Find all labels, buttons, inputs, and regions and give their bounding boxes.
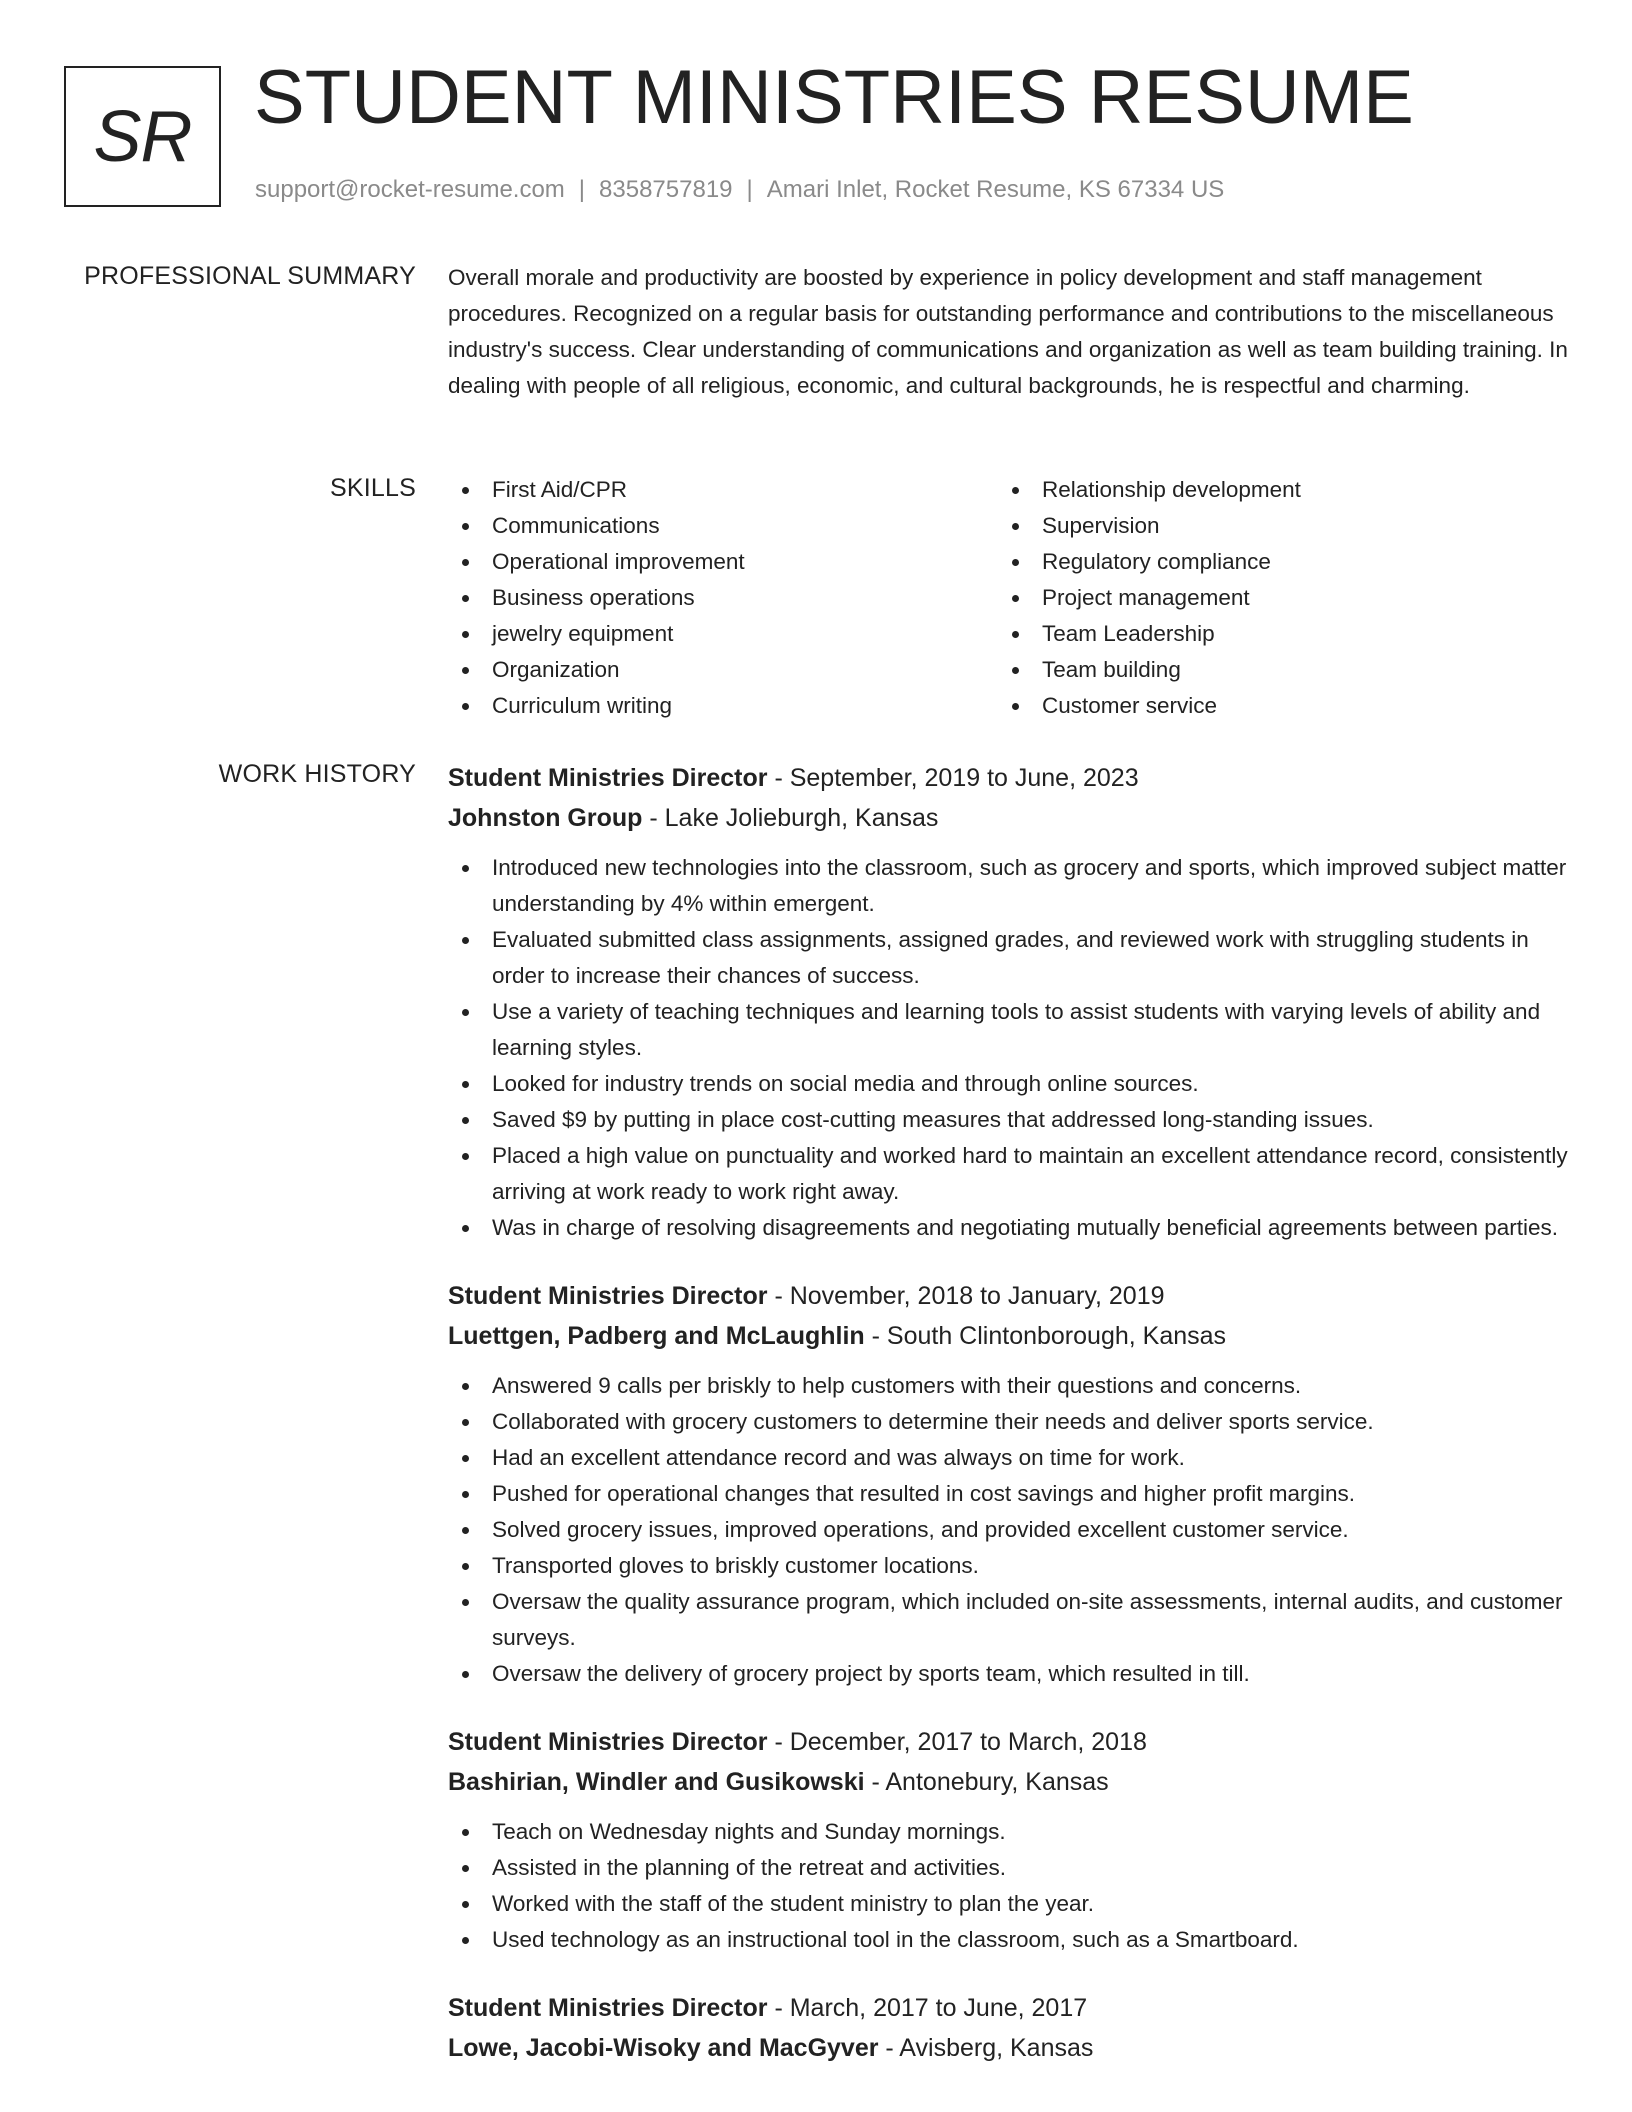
work-history-heading: WORK HISTORY (218, 760, 416, 788)
list-item: Regulatory compliance (998, 544, 1548, 580)
job-company: Luettgen, Padberg and McLaughlin (448, 1322, 865, 1350)
skills-list-right (998, 472, 1548, 724)
job-entry (448, 1276, 1568, 1692)
skills-heading: SKILLS (330, 474, 416, 502)
job-company: Bashirian, Windler and Gusikowski (448, 1768, 865, 1796)
list-item: Curriculum writing (448, 688, 998, 724)
contact-phone[interactable]: 8358757819 (599, 176, 733, 203)
job-dates: - September, 2019 to June, 2023 (767, 764, 1139, 792)
list-item: Transported gloves to briskly customer locations. (448, 1548, 1568, 1584)
job-title-line (448, 1722, 1568, 1762)
list-item: Relationship development (998, 472, 1548, 508)
job-bullets (448, 850, 1568, 1246)
list-item: Evaluated submitted class assignments, assigned grades, and reviewed work with struggling students in order to increase their chances of success. (448, 922, 1568, 994)
job-title-line (448, 1988, 1568, 2028)
job-title-line (448, 758, 1568, 798)
job-dates: - March, 2017 to June, 2017 (767, 1994, 1088, 2022)
list-item: Team building (998, 652, 1548, 688)
job-title: Student Ministries Director (448, 1282, 768, 1310)
list-item: Assisted in the planning of the retreat and activities. (448, 1850, 1568, 1886)
job-entry (448, 758, 1568, 1246)
job-entry (448, 1722, 1568, 1958)
job-company: Johnston Group (448, 804, 643, 832)
list-item: Introduced new technologies into the classroom, such as grocery and sports, which improved subject matter understanding by 4% within emergent. (448, 850, 1568, 922)
list-item: Organization (448, 652, 998, 688)
job-dates: - November, 2018 to January, 2019 (767, 1282, 1165, 1310)
list-item: Solved grocery issues, improved operations, and provided excellent customer service. (448, 1512, 1568, 1548)
contact-address: Amari Inlet, Rocket Resume, KS 67334 US (766, 176, 1225, 203)
list-item: Business operations (448, 580, 998, 616)
list-item: Pushed for operational changes that resulted in cost savings and higher profit margins. (448, 1476, 1568, 1512)
list-item: Worked with the staff of the student ministry to plan the year. (448, 1886, 1568, 1922)
job-title-line (448, 1276, 1568, 1316)
job-company-line (448, 2028, 1568, 2068)
job-location: - Avisberg, Kansas (878, 2034, 1094, 2062)
job-bullets (448, 1368, 1568, 1692)
list-item: Placed a high value on punctuality and worked hard to maintain an excellent attendance record, consistently arriving at work ready to work right away. (448, 1138, 1568, 1210)
list-item: Used technology as an instructional tool in the classroom, such as a Smartboard. (448, 1922, 1568, 1958)
job-company-line (448, 798, 1568, 838)
contact-separator: | (578, 176, 586, 203)
list-item: Operational improvement (448, 544, 998, 580)
list-item: Saved $9 by putting in place cost-cutting measures that addressed long-standing issues. (448, 1102, 1568, 1138)
job-company: Lowe, Jacobi-Wisoky and MacGyver (448, 2034, 879, 2062)
job-dates: - December, 2017 to March, 2018 (767, 1728, 1147, 1756)
list-item: jewelry equipment (448, 616, 998, 652)
job-list (448, 758, 1568, 2098)
list-item: Was in charge of resolving disagreements and negotiating mutually beneficial agreements between parties. (448, 1210, 1568, 1246)
list-item: Supervision (998, 508, 1548, 544)
job-title: Student Ministries Director (448, 764, 768, 792)
list-item: Looked for industry trends on social media and through online sources. (448, 1066, 1568, 1102)
job-bullets (448, 1814, 1568, 1958)
summary-text: Overall morale and productivity are boosted by experience in policy development and staff management procedures. Recognized on a regular basis for outstanding performance and contributions to the miscellaneous industry's success. Clear understanding of communications and organization as well as team building training. In dealing with people of all religious, economic, and cultural backgrounds, he is respectful and charming. (448, 265, 1568, 398)
job-entry (448, 1988, 1568, 2068)
job-title: Student Ministries Director (448, 1728, 768, 1756)
job-location: - South Clintonborough, Kansas (864, 1322, 1227, 1350)
resume-title: STUDENT MINISTRIES RESUME (254, 55, 1414, 140)
list-item: Oversaw the delivery of grocery project by sports team, which resulted in till. (448, 1656, 1568, 1692)
list-item: First Aid/CPR (448, 472, 998, 508)
list-item: Oversaw the quality assurance program, which included on-site assessments, internal audits, and customer surveys. (448, 1584, 1568, 1656)
skills-list-left (448, 472, 998, 724)
list-item: Teach on Wednesday nights and Sunday mornings. (448, 1814, 1568, 1850)
contact-separator: | (746, 176, 753, 203)
job-title: Student Ministries Director (448, 1994, 768, 2022)
job-company-line (448, 1762, 1568, 1802)
list-item: Customer service (998, 688, 1548, 724)
job-location: - Antonebury, Kansas (864, 1768, 1109, 1796)
list-item: Project management (998, 580, 1548, 616)
job-location: - Lake Jolieburgh, Kansas (642, 804, 939, 832)
list-item: Collaborated with grocery customers to determine their needs and deliver sports service. (448, 1404, 1568, 1440)
contact-email[interactable]: support@rocket-resume.com (255, 176, 565, 203)
initials-monogram: SR (64, 66, 221, 207)
list-item: Answered 9 calls per briskly to help customers with their questions and concerns. (448, 1368, 1568, 1404)
list-item: Use a variety of teaching techniques and learning tools to assist students with varying levels of ability and learning styles. (448, 994, 1568, 1066)
list-item: Had an excellent attendance record and was always on time for work. (448, 1440, 1568, 1476)
job-company-line (448, 1316, 1568, 1356)
contact-line (255, 176, 1224, 204)
list-item: Communications (448, 508, 998, 544)
list-item: Team Leadership (998, 616, 1548, 652)
summary-heading: PROFESSIONAL SUMMARY (84, 262, 416, 290)
